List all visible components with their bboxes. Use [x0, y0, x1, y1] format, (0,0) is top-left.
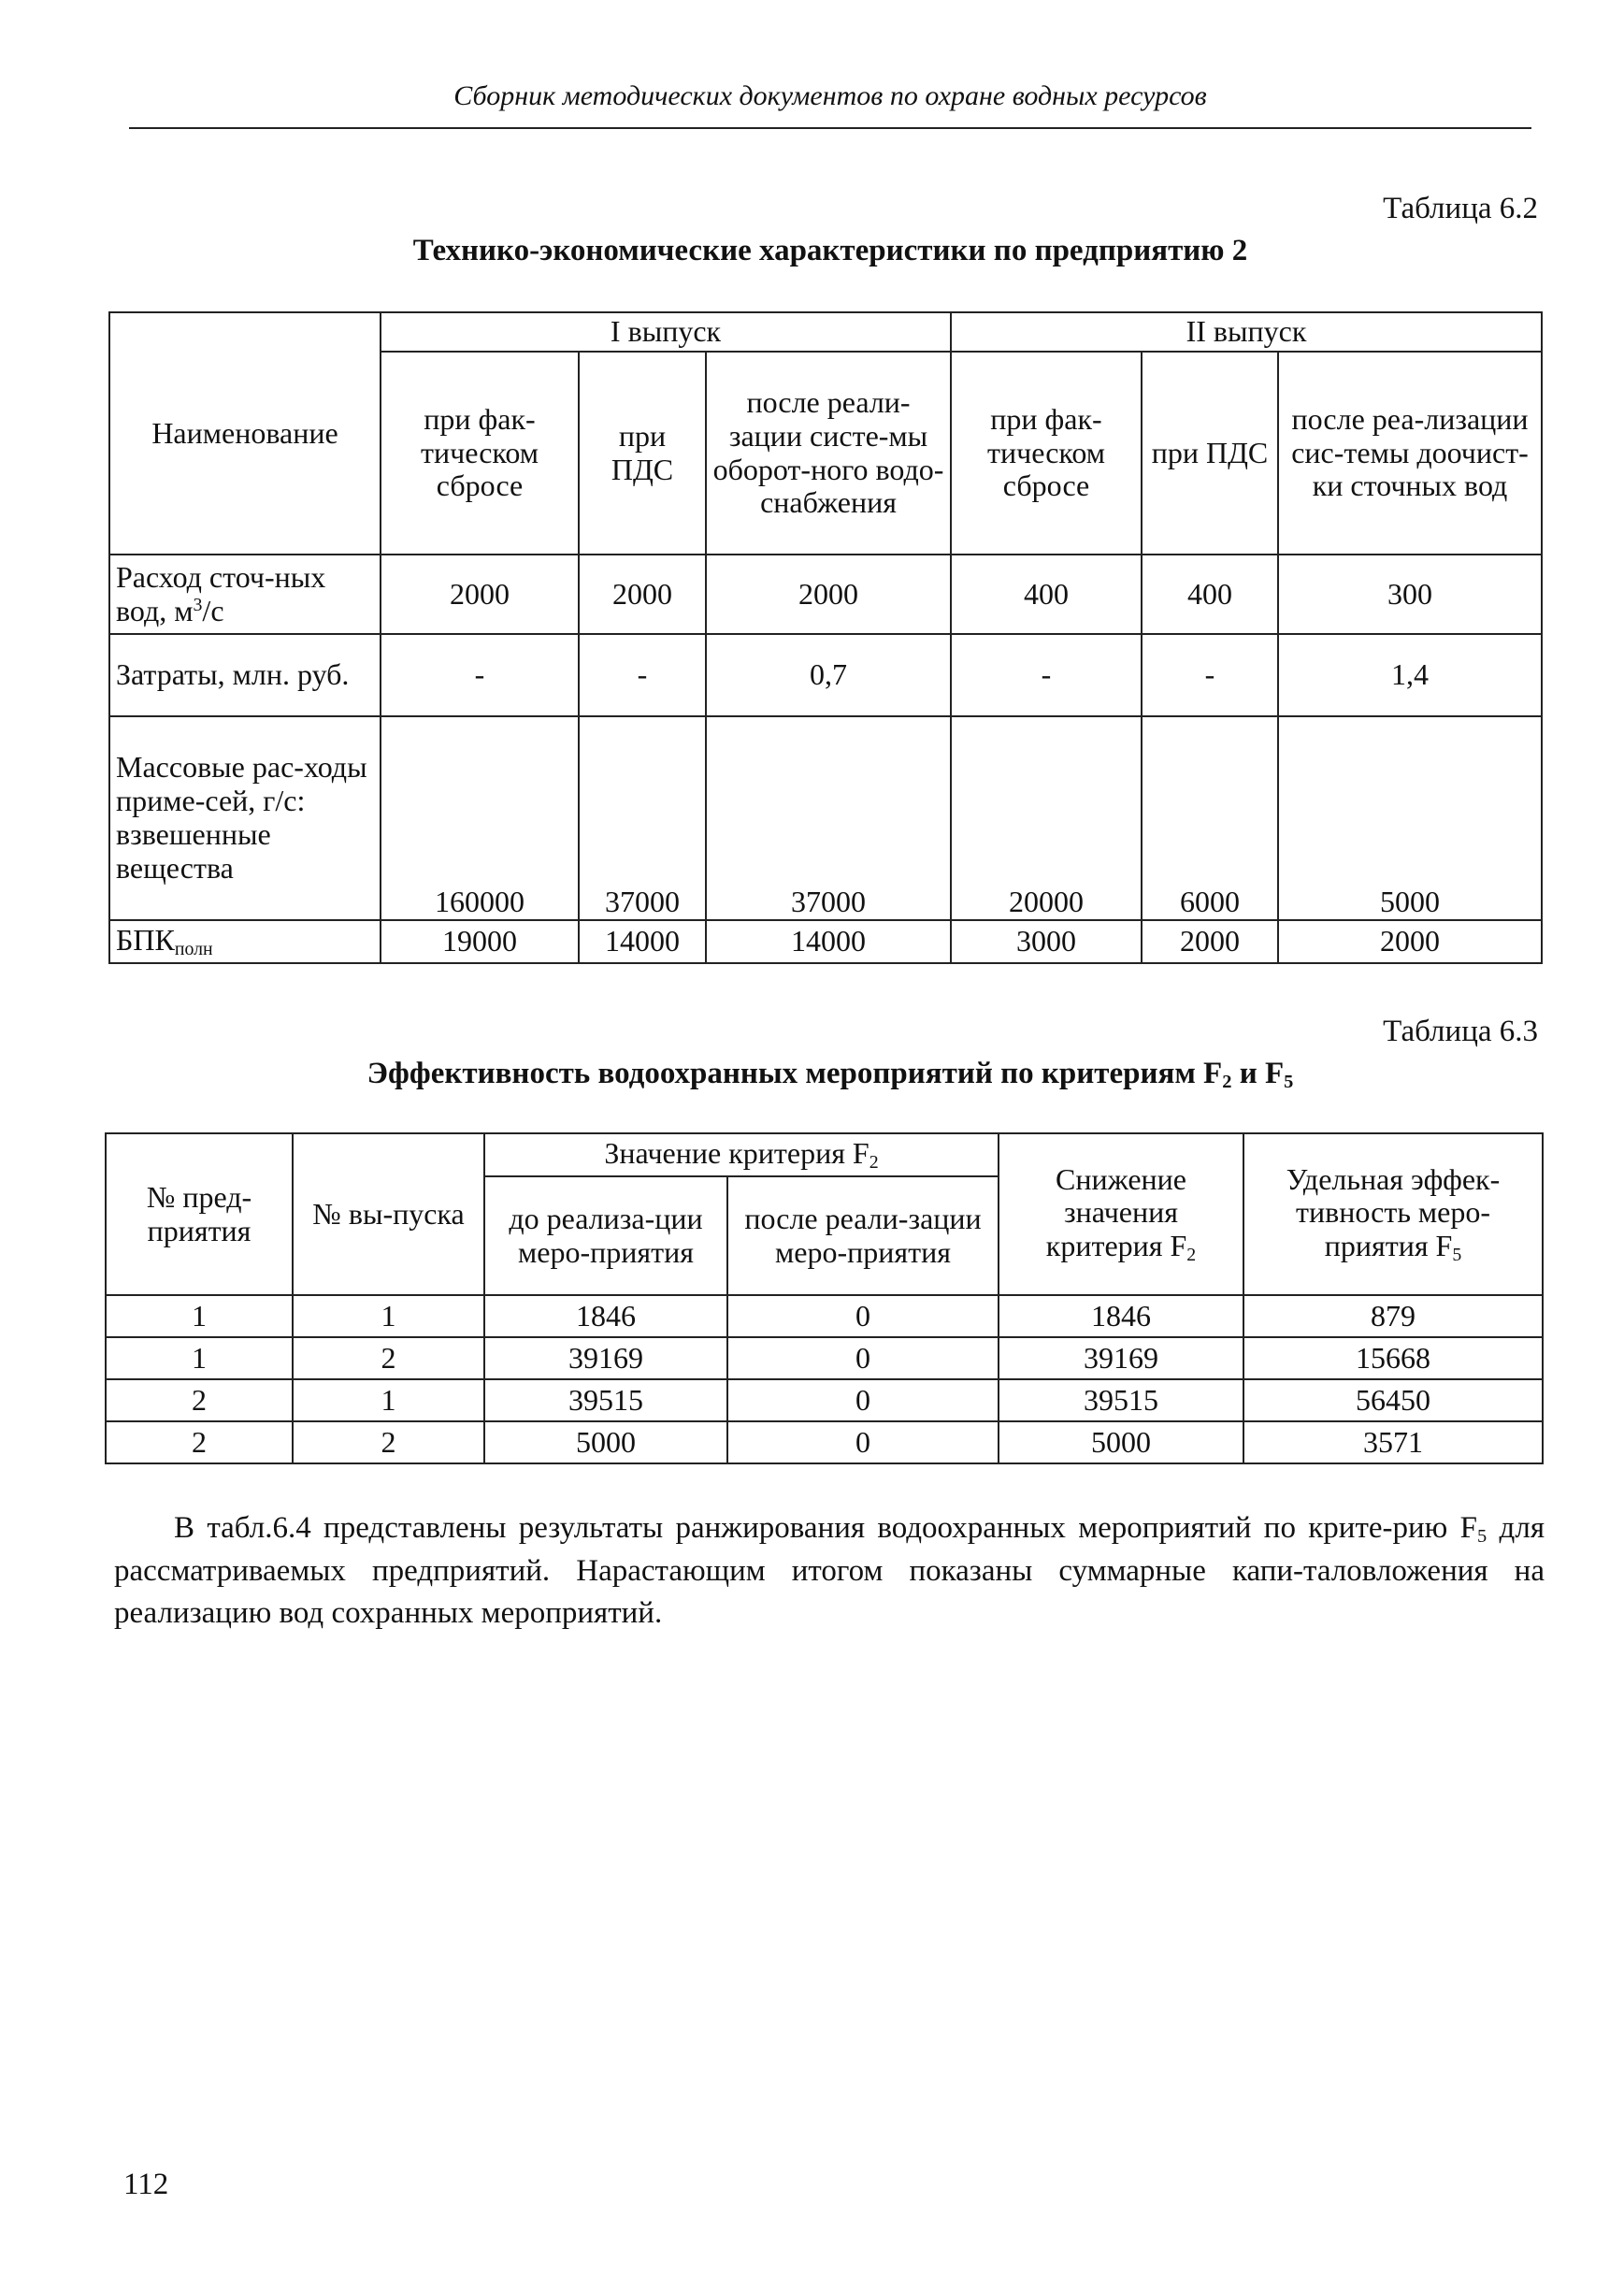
table-cell: 5000 — [484, 1421, 727, 1463]
header-name: Наименование — [109, 312, 381, 555]
table-cell: 1 — [293, 1379, 484, 1421]
table-cell: 37000 — [579, 716, 706, 920]
table-cell: 1,4 — [1278, 634, 1542, 716]
table-row — [106, 1295, 1543, 1337]
table-6-2-number: Таблица 6.2 — [1383, 192, 1538, 225]
table-cell: 400 — [951, 555, 1142, 634]
table-cell: - — [579, 634, 706, 716]
table-cell: 2 — [106, 1421, 293, 1463]
table-row — [106, 1379, 1543, 1421]
row-label: Массовые рас-ходы приме-сей, г/с: взвешенные вещества — [109, 716, 381, 920]
table-6-2 — [108, 311, 1543, 964]
subheader-1-3: после реали-зации систе-мы оборот-ного водо-снабжения — [706, 352, 951, 555]
running-header-title: Сборник методических документов по охране водных ресурсов — [453, 80, 1207, 111]
table-row — [109, 716, 1542, 920]
row-label: Расход сточ-ных вод, $м^3/с$ — [109, 555, 381, 634]
table-cell: 39169 — [484, 1337, 727, 1379]
table-cell: 14000 — [706, 920, 951, 963]
table-cell: 0 — [727, 1379, 999, 1421]
row-label: $БПК_{полн}$ — [109, 920, 381, 963]
table-cell: 56450 — [1243, 1379, 1543, 1421]
table-cell: 2000 — [579, 555, 706, 634]
header-before: до реализа-ции меро-приятия — [484, 1176, 727, 1295]
table-cell: 0,7 — [706, 634, 951, 716]
table-cell: - — [951, 634, 1142, 716]
subheader-2-1: при фак-тическом сбросе — [951, 352, 1142, 555]
subheader-2-3: после реа-лизации сис-темы доочист-ки сточных вод — [1278, 352, 1542, 555]
table-cell: 5000 — [999, 1421, 1243, 1463]
table-cell: 2 — [106, 1379, 293, 1421]
table-cell: 1 — [293, 1295, 484, 1337]
table-cell: 1846 — [484, 1295, 727, 1337]
table-cell: 39515 — [999, 1379, 1243, 1421]
table-cell: 2000 — [1278, 920, 1542, 963]
table-row — [109, 555, 1542, 634]
table-cell: 37000 — [706, 716, 951, 920]
header-enterprise: № пред-приятия — [106, 1133, 293, 1295]
table-row — [109, 920, 1542, 963]
subheader-2-2: при ПДС — [1142, 352, 1278, 555]
running-header — [129, 67, 1531, 129]
table-cell: 1 — [106, 1337, 293, 1379]
header-group-1: I выпуск — [381, 312, 951, 352]
table-6-3-number: Таблица 6.3 — [1383, 1015, 1538, 1048]
table-cell: 160000 — [381, 716, 579, 920]
table-cell: 2000 — [381, 555, 579, 634]
header-after: после реали-зации меро-приятия — [727, 1176, 999, 1295]
table-cell: 2000 — [1142, 920, 1278, 963]
table-cell: 3571 — [1243, 1421, 1543, 1463]
table-row — [106, 1421, 1543, 1463]
table-cell: 19000 — [381, 920, 579, 963]
subheader-1-2: при ПДС — [579, 352, 706, 555]
header-release: № вы-пуска — [293, 1133, 484, 1295]
header-efficiency: Удельная эффек-тивность меро-приятия $F_5$ — [1243, 1133, 1543, 1295]
table-cell: 300 — [1278, 555, 1542, 634]
row-label: Затраты, млн. руб. — [109, 634, 381, 716]
table-6-2-title: Технико-экономические характеристики по предприятию 2 — [412, 234, 1248, 267]
table-cell: 6000 — [1142, 716, 1278, 920]
table-cell: 0 — [727, 1421, 999, 1463]
table-cell: 0 — [727, 1337, 999, 1379]
table-cell: 1 — [106, 1295, 293, 1337]
table-row — [106, 1337, 1543, 1379]
header-group-2: II выпуск — [951, 312, 1542, 352]
table-cell: 2 — [293, 1421, 484, 1463]
table-cell: 20000 — [951, 716, 1142, 920]
table-6-3 — [105, 1132, 1544, 1464]
table-cell: - — [381, 634, 579, 716]
header-criterion-group: Значение критерия $F_2$ — [484, 1133, 999, 1176]
table-cell: 2 — [293, 1337, 484, 1379]
table-cell: 2000 — [706, 555, 951, 634]
table-cell: 1846 — [999, 1295, 1243, 1337]
table-cell: 400 — [1142, 555, 1278, 634]
table-cell: 0 — [727, 1295, 999, 1337]
table-cell: 39169 — [999, 1337, 1243, 1379]
page-number: 112 — [123, 2168, 169, 2201]
table-row — [109, 634, 1542, 716]
table-cell: 5000 — [1278, 716, 1542, 920]
table-cell: 15668 — [1243, 1337, 1543, 1379]
subheader-1-1: при фак-тическом сбросе — [381, 352, 579, 555]
table-cell: 3000 — [951, 920, 1142, 963]
header-decrease: Снижение значения критерия $F_2$ — [999, 1133, 1243, 1295]
table-cell: 39515 — [484, 1379, 727, 1421]
table-cell: 14000 — [579, 920, 706, 963]
table-cell: 879 — [1243, 1295, 1543, 1337]
table-cell: - — [1142, 634, 1278, 716]
body-paragraph: В табл.6.4 представлены результаты ранжирования водоохранных мероприятий по крите-рию $F_5$ для рассматриваемых предприятий. Нарастающим итогом показаны суммарные капи-таловложения на реализацию вод сохранных мероприятий. — [114, 1511, 1545, 1631]
table-6-3-title: Эффективность водоохранных мероприятий по критериям $F_2$ и $F_5$ — [366, 1057, 1294, 1093]
